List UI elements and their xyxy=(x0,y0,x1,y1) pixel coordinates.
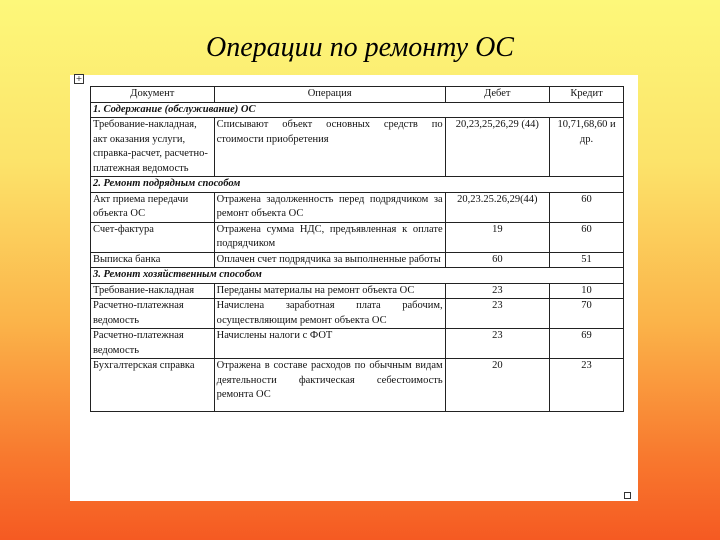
cell-credit: 23 xyxy=(550,359,624,412)
cell-credit: 10,71,68,60 и др. xyxy=(550,118,624,177)
operations-table xyxy=(90,86,624,412)
cell-document: Выписка банка xyxy=(91,252,215,268)
cell-operation: Начислены налоги с ФОТ xyxy=(214,329,445,359)
cell-document: Бухгалтерская справка xyxy=(91,359,215,412)
section-title: 2. Ремонт подрядным способом xyxy=(91,177,624,193)
cell-document: Счет-фактура xyxy=(91,222,215,252)
slide-title: Операции по ремонту ОС xyxy=(206,32,514,63)
cell-operation: Начислена заработная плата рабочим, осуществляющим ремонт объекта ОС xyxy=(214,299,445,329)
header-operation: Операция xyxy=(214,87,445,103)
cell-debit: 20 xyxy=(445,359,549,412)
cell-debit: 23 xyxy=(445,329,549,359)
table-header-row xyxy=(91,87,624,103)
table-row xyxy=(91,359,624,412)
cell-document: Требование-накладная xyxy=(91,283,215,299)
table-move-handle-icon[interactable]: + xyxy=(75,74,83,83)
table-row xyxy=(91,299,624,329)
table-row xyxy=(91,192,624,222)
header-debit: Дебет xyxy=(445,87,549,103)
table-row xyxy=(91,283,624,299)
table-resize-handle-icon[interactable] xyxy=(624,492,631,499)
section-row xyxy=(91,268,624,284)
cell-credit: 51 xyxy=(550,252,624,268)
cell-operation: Отражена сумма НДС, предъявленная к оплате подрядчиком xyxy=(214,222,445,252)
header-document: Документ xyxy=(91,87,215,103)
section-row xyxy=(91,102,624,118)
cell-debit: 23 xyxy=(445,283,549,299)
cell-debit: 60 xyxy=(445,252,549,268)
cell-debit: 20,23.25.26,29(44) xyxy=(445,192,549,222)
cell-credit: 10 xyxy=(550,283,624,299)
cell-document: Требование-накладная, акт оказания услуги, справка-расчет, расчетно-платежная ведомость xyxy=(91,118,215,177)
cell-operation: Отражена в составе расходов по обычным видам деятельности фактическая себестоимость ремонта ОС xyxy=(214,359,445,412)
cell-document: Расчетно-платежная ведомость xyxy=(91,299,215,329)
cell-debit: 23 xyxy=(445,299,549,329)
table-row xyxy=(91,118,624,177)
cell-document: Акт приема передачи объекта ОС xyxy=(91,192,215,222)
section-row xyxy=(91,177,624,193)
cell-credit: 69 xyxy=(550,329,624,359)
cell-credit: 60 xyxy=(550,222,624,252)
cell-operation: Отражена задолженность перед подрядчиком за ремонт объекта ОС xyxy=(214,192,445,222)
header-credit: Кредит xyxy=(550,87,624,103)
cell-credit: 60 xyxy=(550,192,624,222)
cell-operation: Списывают объект основных средств по стоимости приобретения xyxy=(214,118,445,177)
cell-debit: 20,23,25,26,29 (44) xyxy=(445,118,549,177)
section-title: 3. Ремонт хозяйственным способом xyxy=(91,268,624,284)
cell-operation: Переданы материалы на ремонт объекта ОС xyxy=(214,283,445,299)
table-row xyxy=(91,222,624,252)
cell-operation: Оплачен счет подрядчика за выполненные работы xyxy=(214,252,445,268)
table-row xyxy=(91,329,624,359)
table-row xyxy=(91,252,624,268)
cell-debit: 19 xyxy=(445,222,549,252)
cell-document: Расчетно-платежная ведомость xyxy=(91,329,215,359)
cell-credit: 70 xyxy=(550,299,624,329)
section-title: 1. Содержание (обслуживание) ОС xyxy=(91,102,624,118)
